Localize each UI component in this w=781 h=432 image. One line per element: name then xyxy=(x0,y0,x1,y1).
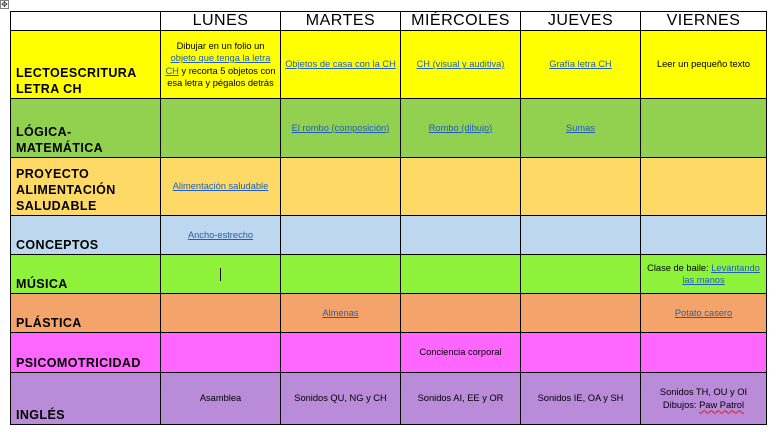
cell-musica-jueves xyxy=(521,255,641,294)
cell-lecto-miercoles xyxy=(401,31,521,99)
cell-text: Clase de baile: xyxy=(647,262,712,273)
link-alimentacion-saludable[interactable]: Alimentación saludable xyxy=(172,181,269,192)
table-row-proyecto-alimentacion xyxy=(11,158,767,216)
cell-proyecto-jueves xyxy=(521,158,641,216)
link-ch-visual-auditiva[interactable]: CH (visual y auditiva) xyxy=(416,59,505,70)
cell-ingles-miercoles: Sonidos AI, EE y OR xyxy=(401,373,521,425)
cell-proyecto-martes xyxy=(281,158,401,216)
cell-plastica-martes xyxy=(281,294,401,333)
table-move-handle-icon[interactable]: ✥ xyxy=(1,0,8,9)
subject-plastica: PLÁSTICA xyxy=(11,294,161,333)
cell-musica-martes xyxy=(281,255,401,294)
cell-logica-miercoles xyxy=(401,99,521,158)
cell-psico-miercoles: Conciencia corporal xyxy=(401,333,521,373)
day-header-lunes: LUNES xyxy=(161,12,281,31)
cell-lecto-martes xyxy=(281,31,401,99)
cell-ingles-viernes xyxy=(641,373,767,425)
cell-psico-jueves xyxy=(521,333,641,373)
subject-musica: MÚSICA xyxy=(11,255,161,294)
subject-lectoescritura: LECTOESCRITURA LETRA CH xyxy=(11,31,161,99)
day-header-miercoles: MIÉRCOLES xyxy=(401,12,521,31)
cell-text: Sonidos TH, OU y OI xyxy=(659,387,748,397)
link-potato-casero[interactable]: Potato casero xyxy=(674,307,733,318)
cell-logica-lunes xyxy=(161,99,281,158)
cell-musica-viernes xyxy=(641,255,767,294)
cell-conceptos-lunes xyxy=(161,216,281,255)
table-row-ingles xyxy=(11,373,767,425)
cell-lecto-lunes xyxy=(161,31,281,99)
cell-text: Dibujar en un folio un xyxy=(176,40,265,51)
cell-conceptos-viernes xyxy=(641,216,767,255)
cell-conceptos-miercoles xyxy=(401,216,521,255)
cell-musica-lunes[interactable] xyxy=(161,255,281,294)
cell-proyecto-lunes xyxy=(161,158,281,216)
subject-logica-matematica: LÓGICA-MATEMÁTICA xyxy=(11,99,161,158)
cell-psico-viernes xyxy=(641,333,767,373)
cell-ingles-martes: Sonidos QU, NG y CH xyxy=(281,373,401,425)
cell-conceptos-jueves xyxy=(521,216,641,255)
day-header-viernes: VIERNES xyxy=(641,12,767,31)
header-corner-cell xyxy=(11,12,161,31)
link-objetos-casa-ch[interactable]: Objetos de casa con la CH xyxy=(285,59,396,70)
subject-ingles: INGLÉS xyxy=(11,373,161,425)
cell-text-line xyxy=(644,399,763,412)
link-grafia-letra-ch[interactable]: Grafía letra CH xyxy=(549,59,612,70)
header-row xyxy=(11,12,767,31)
cell-musica-miercoles xyxy=(401,255,521,294)
link-objeto-letra-ch[interactable]: objeto que tenga la letra CH xyxy=(165,53,271,76)
cell-plastica-miercoles xyxy=(401,294,521,333)
cell-logica-viernes xyxy=(641,99,767,158)
cell-plastica-jueves xyxy=(521,294,641,333)
table-row-psicomotricidad xyxy=(11,333,767,373)
day-header-jueves: JUEVES xyxy=(521,12,641,31)
link-ancho-estrecho[interactable]: Ancho-estrecho xyxy=(187,229,254,240)
table-row-musica xyxy=(11,255,767,294)
spellcheck-paw-patrol: Paw Patrol xyxy=(699,399,745,410)
cell-logica-jueves xyxy=(521,99,641,158)
cell-plastica-lunes xyxy=(161,294,281,333)
table-row-conceptos xyxy=(11,216,767,255)
cell-lecto-jueves xyxy=(521,31,641,99)
link-rombo-composicion[interactable]: El rombo (composición) xyxy=(291,122,390,133)
table-row-plastica xyxy=(11,294,767,333)
cell-psico-martes xyxy=(281,333,401,373)
subject-proyecto-alimentacion: PROYECTO ALIMENTACIÓN SALUDABLE xyxy=(11,158,161,216)
link-almenas[interactable]: Almenas xyxy=(322,307,359,318)
link-levantando-las-manos[interactable]: Levantando las manos xyxy=(682,262,760,285)
cell-psico-lunes xyxy=(161,333,281,373)
subject-psicomotricidad: PSICOMOTRICIDAD xyxy=(11,333,161,373)
text-cursor xyxy=(220,268,221,281)
table-row-logica-matematica xyxy=(11,99,767,158)
cell-conceptos-martes xyxy=(281,216,401,255)
cell-plastica-viernes xyxy=(641,294,767,333)
cell-text: y recorta 5 objetos con esa letra y pégalos detrás xyxy=(167,65,276,88)
day-header-martes: MARTES xyxy=(281,12,401,31)
table-row-lectoescritura xyxy=(11,31,767,99)
cell-ingles-lunes: Asamblea xyxy=(161,373,281,425)
link-rombo-dibujo[interactable]: Rombo (dibujo) xyxy=(428,122,493,133)
cell-proyecto-miercoles xyxy=(401,158,521,216)
cell-ingles-jueves: Sonidos IE, OA y SH xyxy=(521,373,641,425)
cell-proyecto-viernes xyxy=(641,158,767,216)
cell-lecto-viernes: Leer un pequeño texto xyxy=(641,31,767,99)
weekly-schedule-table xyxy=(10,11,767,425)
cell-text: Dibujos: xyxy=(662,399,700,410)
subject-conceptos: CONCEPTOS xyxy=(11,216,161,255)
cell-logica-martes xyxy=(281,99,401,158)
link-sumas[interactable]: Sumas xyxy=(566,122,595,133)
